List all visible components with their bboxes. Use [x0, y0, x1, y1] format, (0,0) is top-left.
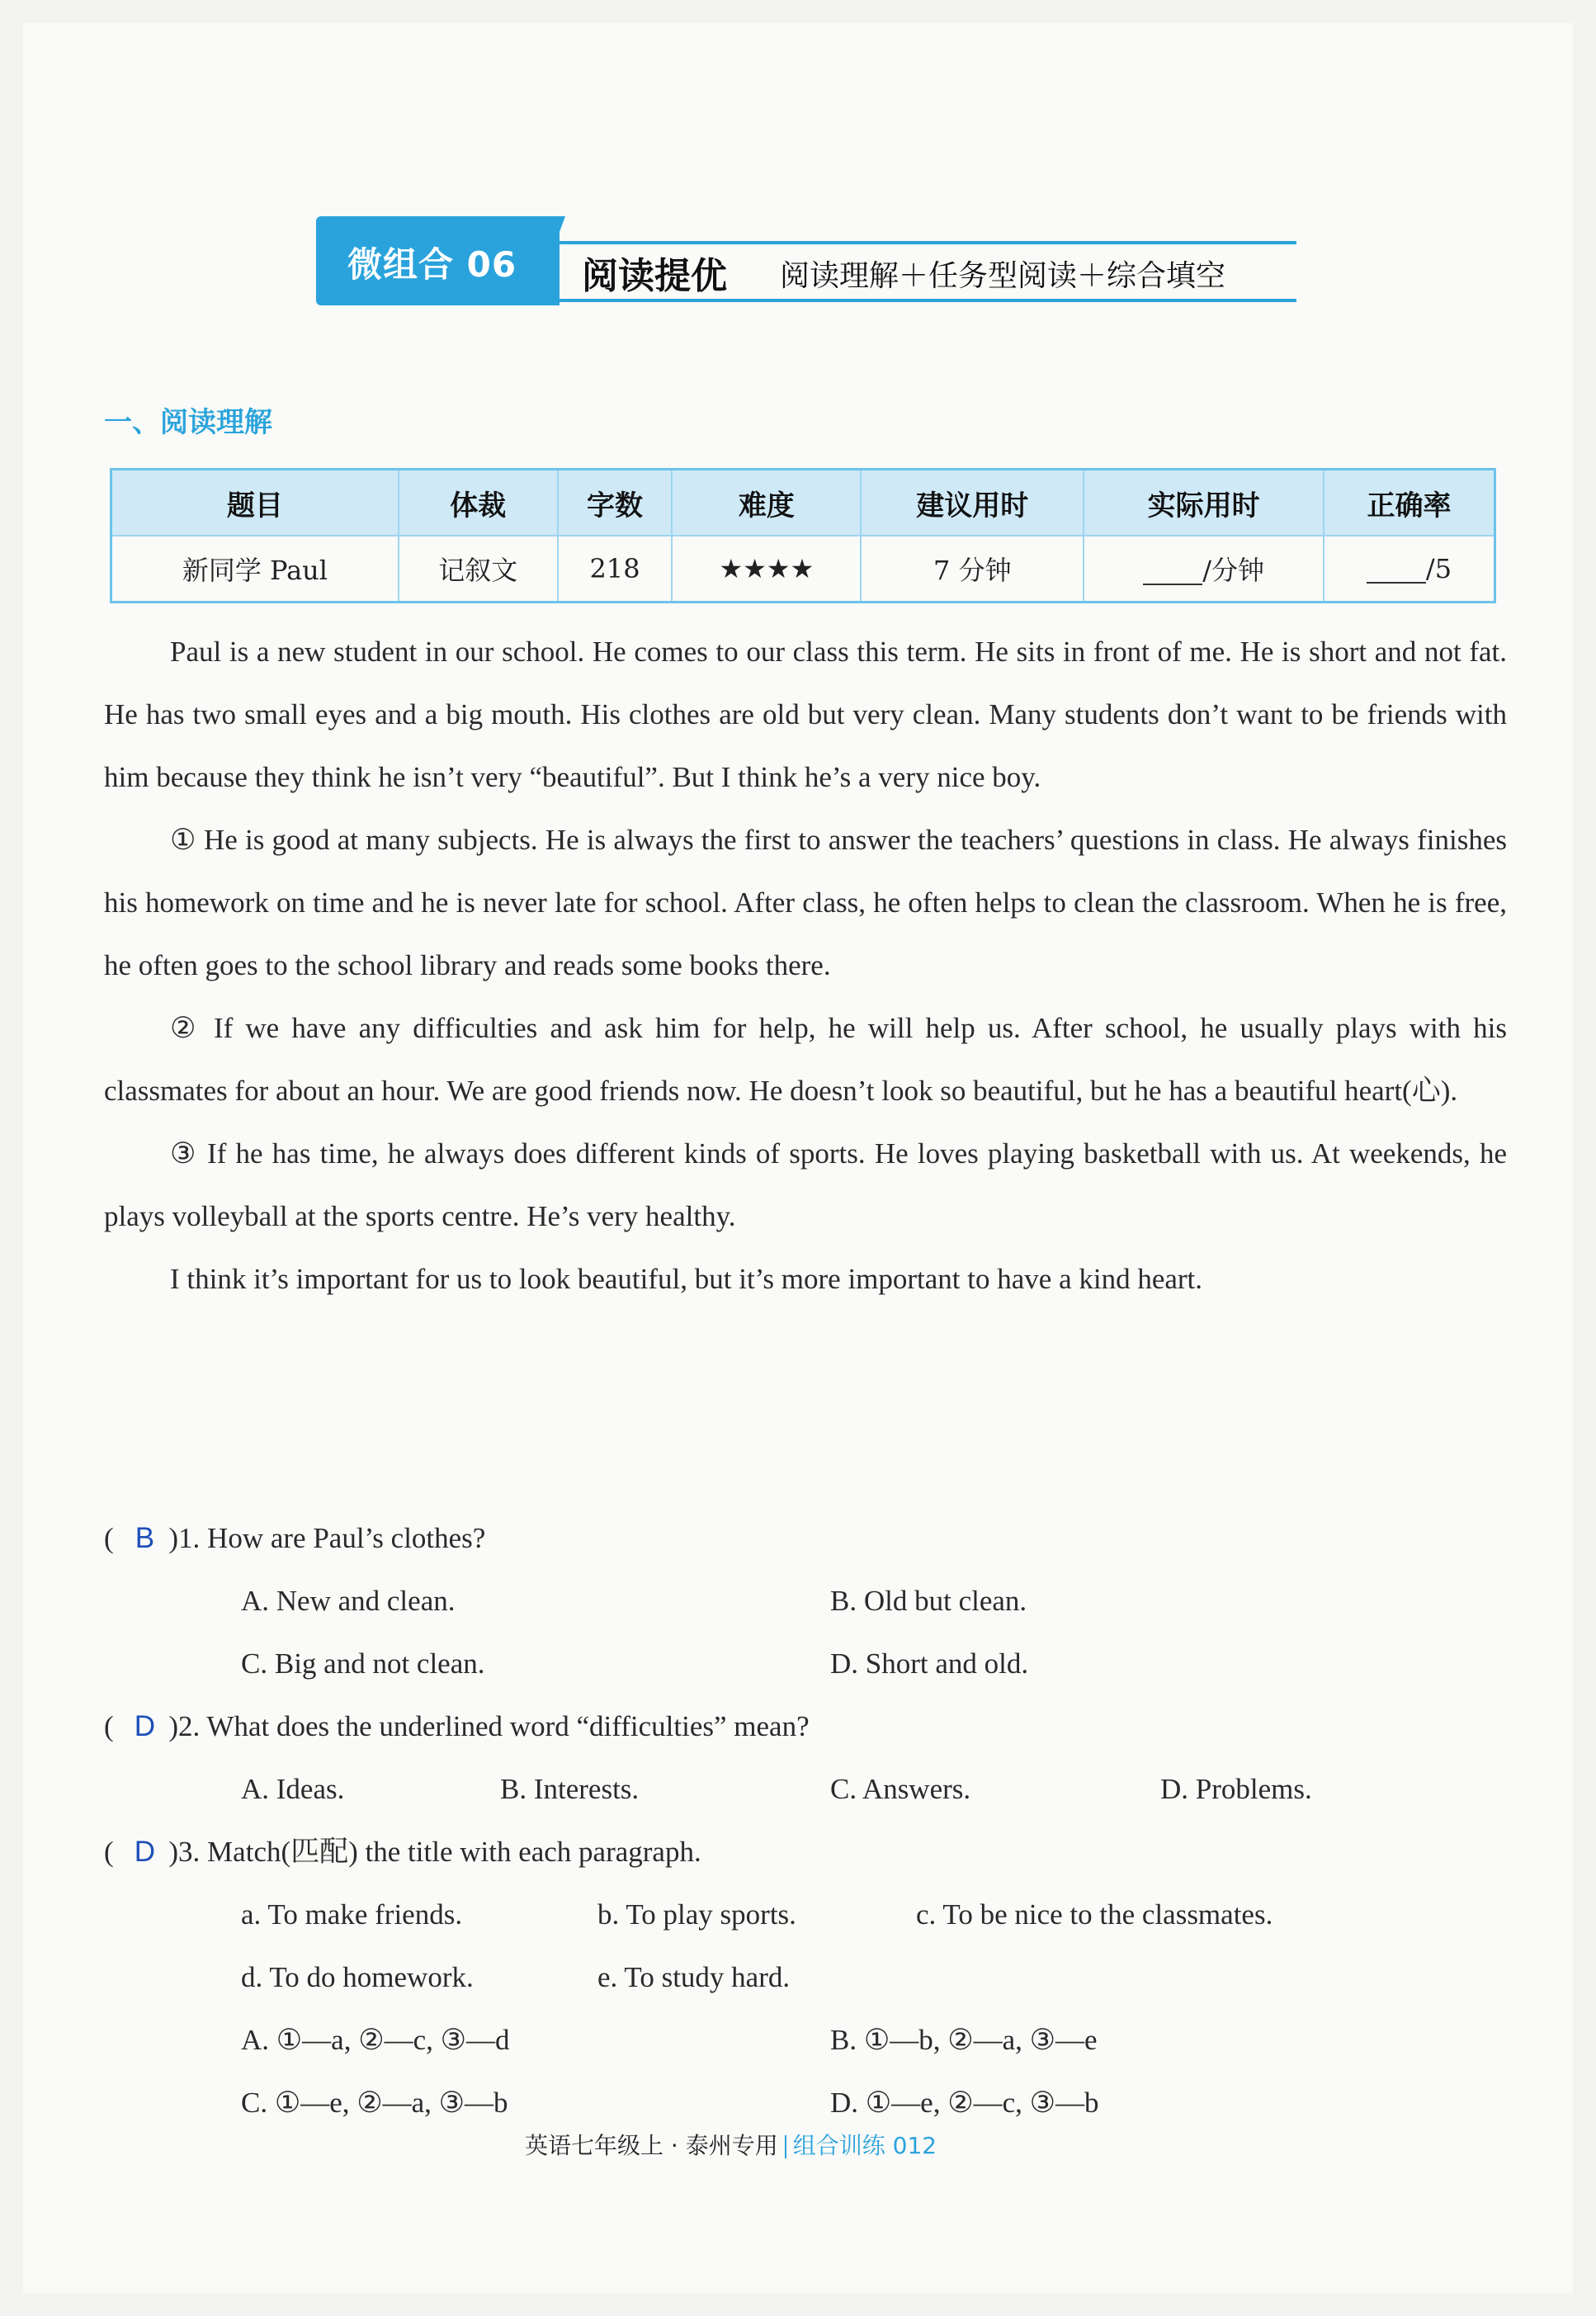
passage-paragraph-2: ② If we have any difficulties and ask him for help, he will help us. After school, he usually plays with his classmates for about an hour. We are good friends now. He doesn’t look so beautiful, but he has a beautiful heart(心).: [104, 1012, 1507, 1107]
header-suggested-time: 建议用时: [861, 470, 1084, 536]
q3-title-a: a. To make friends.: [241, 1898, 463, 1931]
section-banner: [316, 216, 1296, 305]
q3-title-b: b. To play sports.: [597, 1898, 796, 1931]
q1-option-c: C. Big and not clean.: [241, 1647, 485, 1680]
q2-option-b: B. Interests.: [500, 1773, 640, 1805]
question-2: ( D )2. What does the underlined word “difficulties” mean?: [104, 1695, 810, 1758]
q2-option-a: A. Ideas.: [241, 1773, 345, 1805]
q3-option-a: A. ①—a, ②—c, ③—d: [241, 2024, 510, 2056]
cell-topic: 新同学 Paul: [111, 536, 399, 603]
table-row: [111, 536, 1495, 603]
cell-accuracy: [1324, 536, 1495, 603]
footer-separator: [785, 2135, 786, 2158]
cell-suggested-time: 7 分钟: [861, 536, 1084, 603]
footer-page-number: 012: [892, 2132, 937, 2159]
q3-title-c: c. To be nice to the classmates.: [916, 1898, 1273, 1931]
cell-words: 218: [558, 536, 673, 603]
footer-series: 组合训练: [792, 2132, 885, 2159]
accuracy-blank: [1367, 559, 1426, 584]
banner-subtitle: 阅读理解＋任务型阅读＋综合填空: [780, 259, 1226, 293]
header-difficulty: 难度: [672, 470, 861, 536]
reading-passage: [104, 621, 1507, 1311]
q1-option-a: A. New and clean.: [241, 1585, 456, 1617]
banner-tag: 微组合 06: [347, 244, 517, 285]
passage-paragraph-1: ① He is good at many subjects. He is always the first to answer the teachers’ questions in class. He always finishes his homework on time and he is never late for school. After class, he often helps to clean the classroom. When he is free, he often goes to the school library and reads some books there.: [104, 824, 1507, 981]
q1-option-d: D. Short and old.: [830, 1647, 1029, 1680]
reading-info-table: [110, 468, 1496, 603]
accuracy-suffix: /5: [1425, 553, 1452, 584]
header-genre: 体裁: [399, 470, 558, 536]
cell-genre: 记叙文: [399, 536, 558, 603]
q1-option-b: B. Old but clean.: [830, 1585, 1027, 1617]
cell-actual-time: [1084, 536, 1324, 603]
banner-line-bottom: [560, 299, 1296, 302]
q2-option-d: D. Problems.: [1160, 1773, 1312, 1805]
footer-book: 英语七年级上 · 泰州专用: [525, 2132, 778, 2159]
section-title: 一、阅读理解: [104, 406, 272, 439]
passage-paragraph-3: ③ If he has time, he always does different kinds of sports. He loves playing basketball with us. At weekends, he plays volleyball at the sports centre. He’s very healthy.: [104, 1137, 1507, 1232]
actual-time-blank: [1143, 560, 1202, 585]
actual-time-suffix: /分钟: [1202, 555, 1264, 586]
header-words: 字数: [558, 470, 673, 536]
header-accuracy: 正确率: [1324, 470, 1495, 536]
answer-2: D: [134, 1710, 156, 1742]
banner-line-top: [560, 241, 1296, 244]
question-1-stem: )1. How are Paul’s clothes?: [168, 1522, 486, 1554]
question-3-stem: )3. Match(匹配) the title with each paragraph.: [168, 1836, 701, 1868]
question-3: ( D )3. Match(匹配) the title with each paragraph.: [104, 1821, 701, 1884]
banner-notch: [532, 216, 565, 305]
passage-paragraph-conclusion: I think it’s important for us to look beautiful, but it’s more important to have a kind heart.: [170, 1263, 1203, 1295]
question-2-stem: )2. What does the underlined word “difficulties” mean?: [168, 1710, 810, 1742]
page-footer: [525, 2128, 937, 2161]
q3-option-b: B. ①—b, ②—a, ③—e: [830, 2024, 1098, 2056]
q3-title-d: d. To do homework.: [241, 1961, 474, 1993]
answer-3: D: [134, 1836, 156, 1868]
answer-1: B: [135, 1522, 155, 1554]
passage-paragraph-intro: Paul is a new student in our school. He comes to our class this term. He sits in front of me. He is short and not fat. He has two small eyes and a big mouth. His clothes are old but very clean. Many students don’t want to be friends with him because they think he isn’t very “beautiful”. But I think he’s a very nice boy.: [104, 636, 1507, 793]
cell-difficulty: ★★★★: [672, 536, 861, 603]
table-header-row: [111, 470, 1495, 536]
q3-option-d: D. ①—e, ②—c, ③—b: [830, 2087, 1099, 2119]
header-topic: 题目: [111, 470, 399, 536]
banner-title: 阅读提优: [582, 255, 727, 297]
q2-option-c: C. Answers.: [830, 1773, 971, 1805]
q3-option-c: C. ①—e, ②—a, ③—b: [241, 2087, 508, 2119]
header-actual-time: 实际用时: [1084, 470, 1324, 536]
question-1: ( B )1. How are Paul’s clothes?: [104, 1507, 485, 1570]
q3-title-e: e. To study hard.: [597, 1961, 791, 1993]
